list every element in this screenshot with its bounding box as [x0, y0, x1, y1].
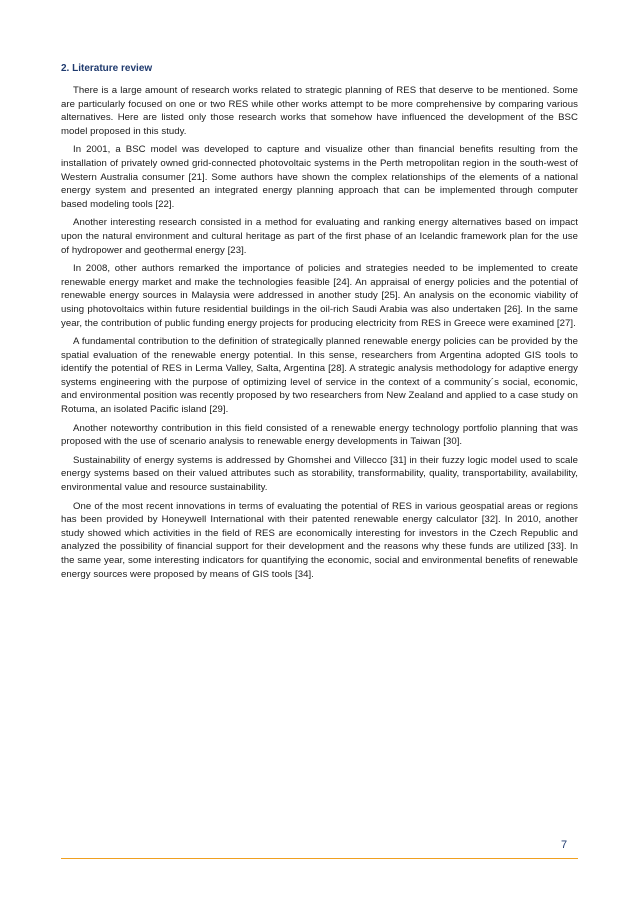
paragraph: There is a large amount of research works related to strategic planning of RES that deserve to be mentioned. Some are particularly focused on one or two RES while other works attempt to be more comprehensive by comparing various alternatives. Here are listed only those research works that somehow have influenced the development of the BSC model proposed in this study. [61, 85, 578, 137]
footer-rule [61, 858, 578, 859]
paragraph: One of the most recent innovations in terms of evaluating the potential of RES in various geospatial areas or regions has been provided by Honeywell International with their patented renewable energy calculator [32]. In 2010, another study showed which activities in the field of RES are economically interesting for investors in the Czech Republic and analyzed the possibility of financial support for their development and the reasons why these funds are utilized [33]. In the same year, some interesting indicators for quantifying the economic, social and environmental benefits of renewable energy sources were proposed by means of GIS tools [34]. [61, 500, 578, 580]
paragraph: Sustainability of energy systems is addressed by Ghomshei and Villecco [31] in their fuzzy logic model used to scale energy systems based on their valued attributes such as storability, transformability, quality, transportability, availability, environmental value and resource sustainability. [61, 454, 578, 494]
paragraph: A fundamental contribution to the definition of strategically planned renewable energy policies can be provided by the spatial evaluation of the renewable energy potential. In this sense, researchers from Argentina adopted GIS tools to identify the potential of RES in Lerma Valley, Salta, Argentina [28]. A strategic analysis methodology for adaptive energy systems engineering with the purpose of optimizing level of service in the context of a community´s social, economic, and environmental position was recently proposed by two researchers from New Zealand and applied to a case study on Rotuma, an isolated Pacific island [29]. [61, 336, 578, 416]
paragraph: Another noteworthy contribution in this field consisted of a renewable energy technology portfolio planning that was proposed with the use of scenario analysis to renewable energy developments in Taiwan [30]. [61, 422, 578, 448]
paragraph: In 2008, other authors remarked the importance of policies and strategies needed to be implemented to create renewable energy market and make the technologies feasible [24]. An appraisal of energy policies and the potential of renewable energy sources in Malaysia were addressed in another study [25]. An analysis on the economic viability of using photovoltaics within future residential buildings in the oil-rich Saudi Arabia was also undertaken [26]. In the same year, the contribution of public funding energy projects for producing electricity from RES in Greece were examined [27]. [61, 263, 578, 329]
page-body [61, 62, 578, 586]
paragraph: In 2001, a BSC model was developed to capture and visualize other than financial benefits resulting from the installation of privately owned grid-connected photovoltaic systems in the Perth metropolitan region in the south-west of Western Australia consumer [21]. Some authors have shown the complex relationships of the elements of a national energy system and presented an integrated energy planning approach that can be implemented through computer based modeling tools [22]. [61, 144, 578, 210]
paragraph: Another interesting research consisted in a method for evaluating and ranking energy alternatives based on impact upon the natural environment and cultural heritage as part of the first phase of an Icelandic framework plan for the use of hydropower and geothermal energy [23]. [61, 217, 578, 256]
section-heading: 2. Literature review [61, 63, 153, 74]
page-number: 7 [561, 839, 568, 851]
